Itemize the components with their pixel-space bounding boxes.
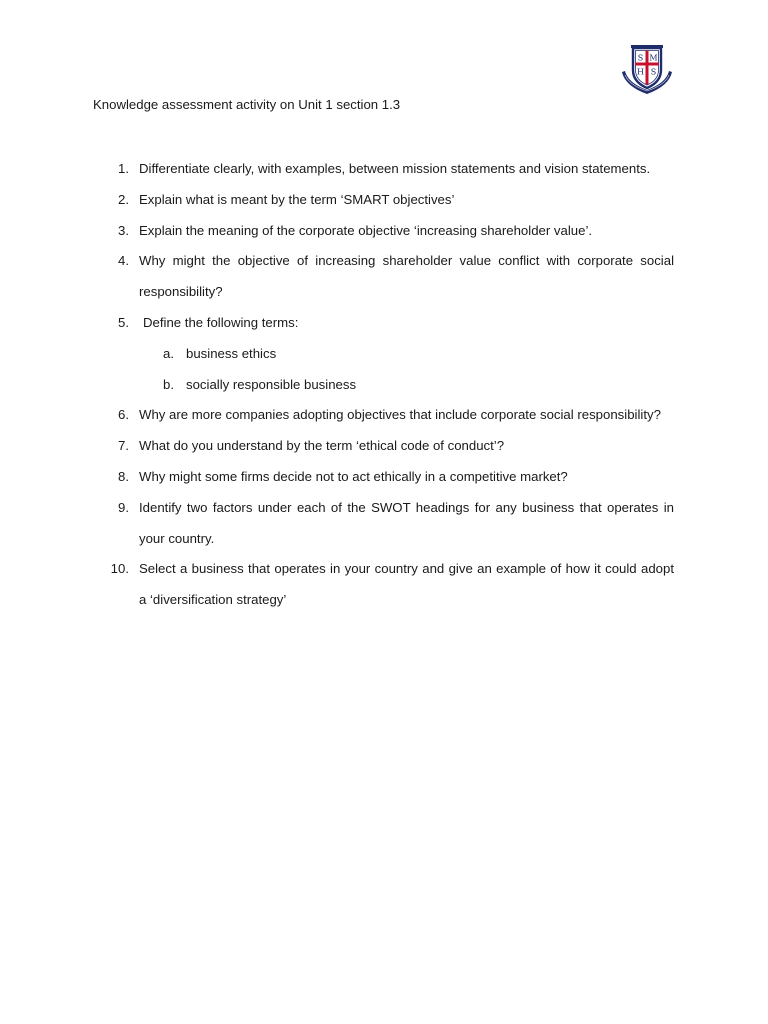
question-number: 2.	[118, 191, 129, 207]
question-10	[0, 554, 768, 616]
question-text: Explain what is meant by the term ‘SMART objectives’	[139, 191, 455, 207]
question-number: 6.	[118, 407, 129, 423]
subitem-letter: a.	[163, 345, 174, 361]
question-number: 7.	[118, 438, 129, 454]
question-5	[0, 308, 768, 339]
subitem-b	[0, 370, 768, 401]
question-number: 10.	[110, 561, 129, 577]
question-number: 3.	[118, 222, 129, 238]
question-text: Select a business that operates in your country and give an example of how it could adopt a ‘diversification strategy’	[139, 561, 674, 608]
question-number: 5.	[118, 314, 129, 330]
question-text: Identify two factors under each of the SWOT headings for any business that operates in your country.	[139, 499, 674, 546]
document-title: Knowledge assessment activity on Unit 1 section 1.3	[93, 97, 401, 112]
question-3	[0, 216, 768, 247]
question-text: Why might some firms decide not to act ethically in a competitive market?	[139, 468, 568, 484]
question-number: 4.	[118, 253, 129, 269]
question-text: Why might the objective of increasing shareholder value conflict with corporate social responsibility?	[139, 253, 674, 300]
question-text: Differentiate clearly, with examples, between mission statements and vision statements.	[139, 161, 651, 176]
question-text: Why are more companies adopting objectives that include corporate social responsibility?	[139, 407, 661, 423]
subitem-text: socially responsible business	[186, 376, 357, 392]
question-6	[0, 400, 768, 431]
question-number: 1.	[118, 161, 129, 176]
question-7	[0, 431, 768, 462]
question-text: Define the following terms:	[143, 314, 299, 330]
question-2	[0, 185, 768, 216]
subitem-letter: b.	[163, 376, 174, 392]
question-4	[0, 246, 768, 308]
subitem-a	[0, 339, 768, 370]
school-crest-logo	[619, 42, 675, 98]
crest-letter-h: H	[637, 67, 644, 77]
crest-letter-s2: S	[650, 67, 657, 77]
question-number: 8.	[118, 468, 129, 484]
subitem-text: business ethics	[186, 345, 277, 361]
question-number: 9.	[118, 499, 129, 515]
question-text: What do you understand by the term ‘ethical code of conduct’?	[139, 438, 505, 454]
crest-letter-m: M	[649, 53, 658, 63]
question-1	[0, 154, 768, 185]
question-8	[0, 462, 768, 493]
question-9	[0, 493, 768, 555]
question-text: Explain the meaning of the corporate objective ‘increasing shareholder value’.	[139, 222, 593, 238]
question-list	[0, 154, 768, 616]
crest-letter-s1: S	[637, 53, 644, 63]
